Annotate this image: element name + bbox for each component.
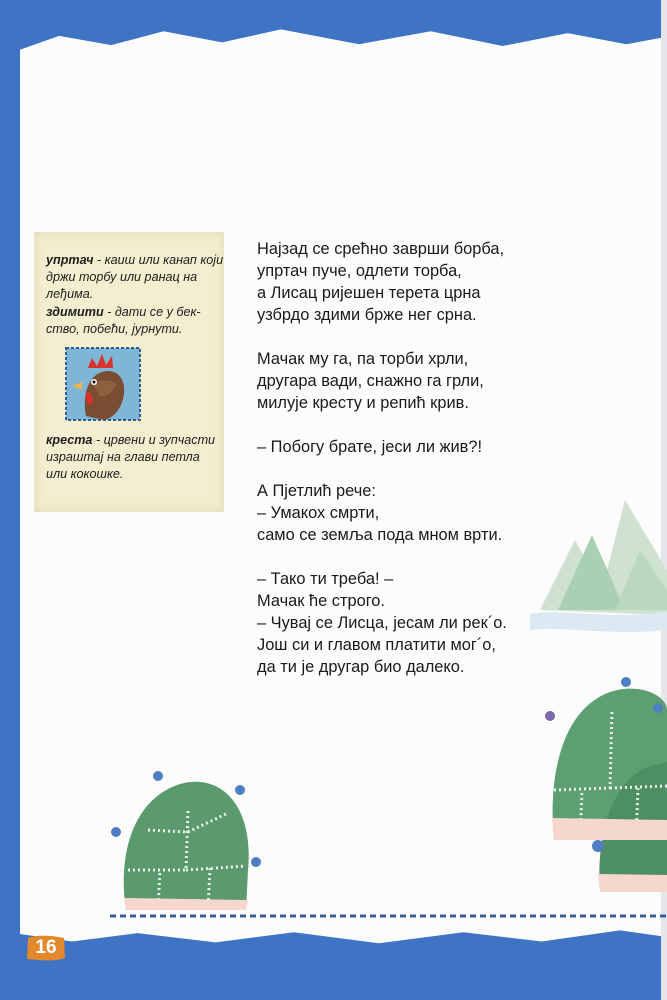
cactus-illustration [108, 770, 268, 920]
poem-stanza [257, 238, 557, 326]
page-number: 16 [35, 937, 57, 958]
poem-line: другара вади, снажно га грли, [257, 372, 484, 390]
poem-line: милује кресту и репић крив. [257, 394, 469, 412]
poem-line: – Тако ти треба! – [257, 570, 394, 588]
poem-line: само се земља пода мном врти. [257, 526, 503, 544]
glossary-definition: - дати се у бек-ство, побећи, јурнути. [46, 305, 201, 336]
glossary-term: креста [46, 433, 93, 447]
poem-stanza [257, 568, 557, 678]
poem-line: – Умакох смрти, [257, 504, 380, 522]
poem-line: – Чувај се Лисца, јесам ли рек´о. [257, 614, 507, 632]
poem-stanza [257, 436, 557, 458]
poem-line: Мачак му га, па торби хрли, [257, 350, 469, 368]
poem-line: да ти је другар био далеко. [257, 658, 465, 676]
poem-line: узбрдо здими брже нег срна. [257, 306, 477, 324]
cactus-illustration-right [540, 670, 667, 920]
poem [257, 238, 557, 700]
poem-line: А Пјетлић рече: [257, 482, 376, 500]
glossary-entry-kresta [46, 432, 224, 483]
hills-illustration [530, 480, 667, 650]
poem-line: – Побогу брате, јеси ли жив?! [257, 438, 483, 456]
ground-line [110, 910, 667, 922]
poem-line: Најзад се срећно заврши борба, [257, 240, 505, 258]
poem-line: а Лисац ријешен терета црна [257, 284, 481, 302]
glossary-entry-zdimiti [46, 304, 224, 338]
poem-line: упртач пуче, одлети торба, [257, 262, 462, 280]
hen-head-icon [64, 346, 142, 422]
glossary-entry-uprtach [46, 252, 224, 303]
poem-line: Мачак ће строго. [257, 592, 385, 610]
poem-line: Још си и главом платити мог´о, [257, 636, 496, 654]
poem-stanza [257, 348, 557, 414]
glossary-definition: - каиш или канап који држи торбу или ранац на леђима. [46, 253, 224, 301]
poem-stanza [257, 480, 557, 546]
glossary-definition: - црвени и зупчасти израштај на глави петла или кокошке. [46, 433, 216, 481]
glossary-term: упртач [46, 253, 94, 267]
glossary-term: здимити [46, 305, 104, 319]
